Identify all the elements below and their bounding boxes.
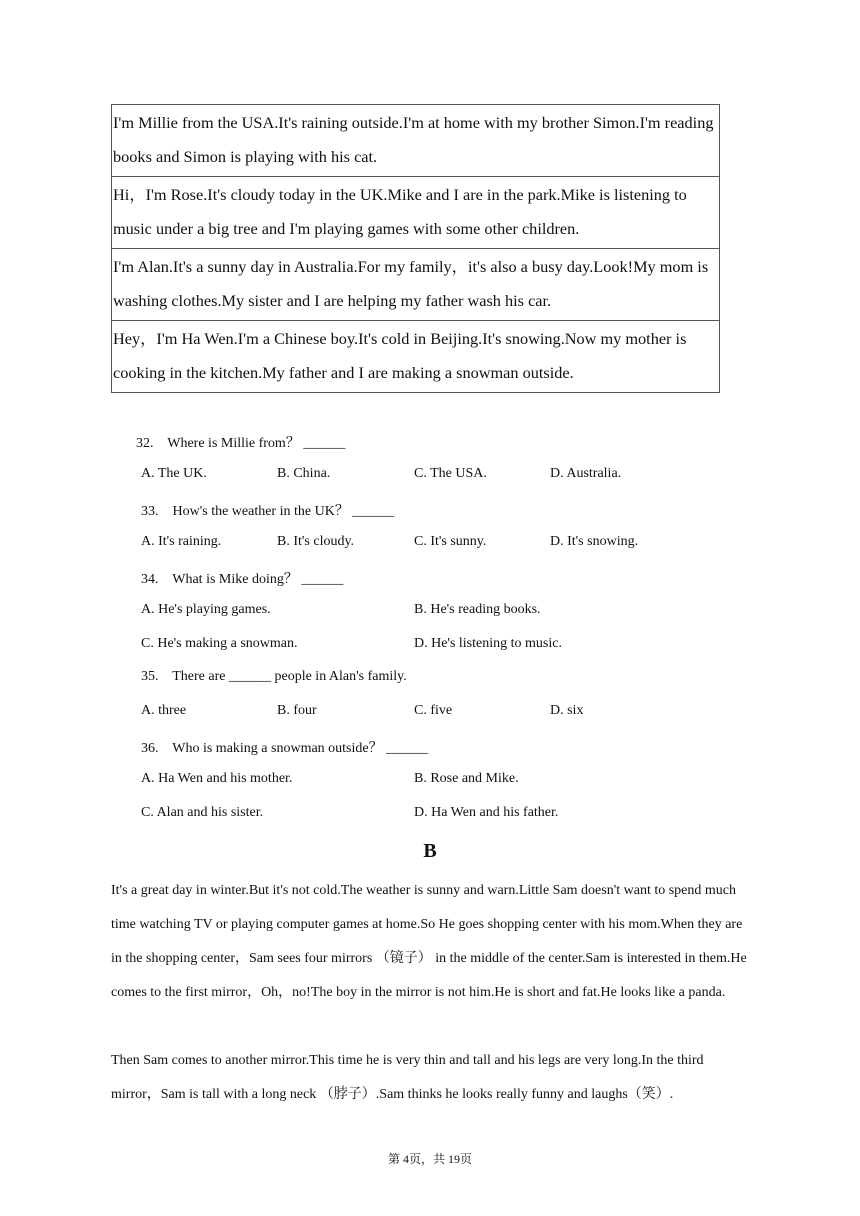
page-footer: 第 4页，共 19页 bbox=[387, 1152, 472, 1166]
table-row bbox=[112, 321, 720, 393]
section-b-paragraph-2: Then Sam comes to another mirror.This time he is very thin and tall and his legs are very long.In the third mirror，Sam is tall with a long neck （脖子）.Sam thinks he looks really funny and laughs（笑）. bbox=[111, 1053, 704, 1102]
option-34-a[interactable]: A. He's playing games. bbox=[141, 602, 271, 617]
question-text: Who is making a snowman outside？ ______ bbox=[172, 741, 429, 756]
question-number: 34. bbox=[141, 572, 159, 587]
section-b-paragraph-1: It's a great day in winter.But it's not cold.The weather is sunny and warn.Little Sam doesn't want to spend much time watching TV or playing computer games at home.So He goes shopping center with his mom.When they are in the shopping center，Sam sees four mirrors （镜子） in the middle of the center.Sam is interested in them.He comes to the first mirror，Oh，no!The boy in the mirror is not him.He is short and fat.He looks like a panda. bbox=[111, 883, 747, 1000]
question-32 bbox=[136, 432, 345, 452]
question-36 bbox=[141, 737, 428, 757]
passage-table bbox=[111, 104, 720, 393]
option-32-a[interactable]: A. The UK. bbox=[141, 466, 207, 481]
passage-rose: Hi，I'm Rose.It's cloudy today in the UK.Mike and I are in the park.Mike is listening to music under a big tree and I'm playing games with some other children. bbox=[112, 177, 720, 249]
option-34-c[interactable]: C. He's making a snowman. bbox=[141, 636, 298, 651]
option-35-d[interactable]: D. six bbox=[550, 703, 584, 718]
option-35-c[interactable]: C. five bbox=[414, 703, 453, 718]
table-row bbox=[112, 105, 720, 177]
question-text: What is Mike doing？ ______ bbox=[172, 572, 344, 587]
table-row bbox=[112, 177, 720, 249]
option-33-b[interactable]: B. It's cloudy. bbox=[277, 534, 355, 549]
question-number: 32. bbox=[136, 436, 154, 451]
question-number: 33. bbox=[141, 504, 159, 519]
question-text: There are ______ people in Alan's family. bbox=[172, 669, 407, 684]
question-number: 35. bbox=[141, 669, 159, 684]
question-text: How's the weather in the UK？ ______ bbox=[172, 504, 395, 519]
question-text: Where is Millie from？ ______ bbox=[167, 436, 346, 451]
option-36-a[interactable]: A. Ha Wen and his mother. bbox=[141, 771, 293, 786]
table-row bbox=[112, 249, 720, 321]
question-number: 36. bbox=[141, 741, 159, 756]
option-33-c[interactable]: C. It's sunny. bbox=[414, 534, 487, 549]
passage-ha-wen: Hey，I'm Ha Wen.I'm a Chinese boy.It's cold in Beijing.It's snowing.Now my mother is cooking in the kitchen.My father and I are making a snowman outside. bbox=[112, 321, 720, 393]
option-34-b[interactable]: B. He's reading books. bbox=[414, 602, 541, 617]
option-34-d[interactable]: D. He's listening to music. bbox=[414, 636, 562, 651]
option-32-c[interactable]: C. The USA. bbox=[414, 466, 487, 481]
question-35 bbox=[141, 669, 407, 685]
option-33-d[interactable]: D. It's snowing. bbox=[550, 534, 639, 549]
option-35-b[interactable]: B. four bbox=[277, 703, 317, 718]
question-34 bbox=[141, 568, 343, 588]
option-32-b[interactable]: B. China. bbox=[277, 466, 331, 481]
option-36-b[interactable]: B. Rose and Mike. bbox=[414, 771, 519, 786]
passage-millie: I'm Millie from the USA.It's raining outside.I'm at home with my brother Simon.I'm reading books and Simon is playing with his cat. bbox=[112, 105, 720, 177]
passage-alan: I'm Alan.It's a sunny day in Australia.For my family，it's also a busy day.Look!My mom is washing clothes.My sister and I are helping my father wash his car. bbox=[112, 249, 720, 321]
option-36-d[interactable]: D. Ha Wen and his father. bbox=[414, 805, 559, 820]
question-33 bbox=[141, 500, 394, 520]
option-33-a[interactable]: A. It's raining. bbox=[141, 534, 222, 549]
section-b-title: B bbox=[423, 840, 437, 862]
option-35-a[interactable]: A. three bbox=[141, 703, 187, 718]
option-32-d[interactable]: D. Australia. bbox=[550, 466, 622, 481]
option-36-c[interactable]: C. Alan and his sister. bbox=[141, 805, 264, 820]
